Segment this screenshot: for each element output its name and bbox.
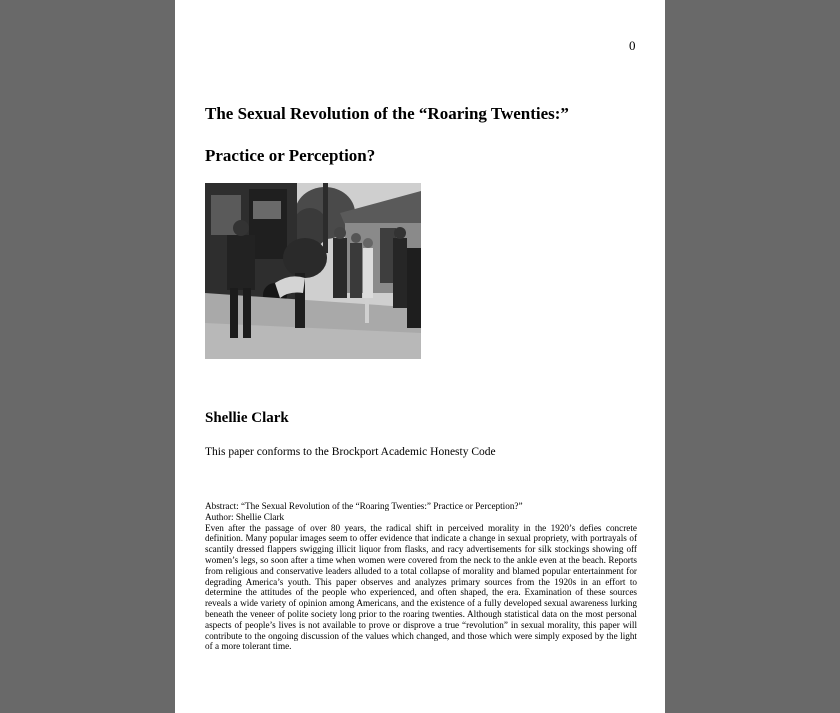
author-name: Shellie Clark (205, 410, 289, 426)
abstract-block (205, 501, 637, 652)
historical-photo (205, 183, 421, 359)
abstract-body: Even after the passage of over 80 years, the radical shift in perceived morality in the 1920’s defies concrete definition. Many popular images seem to offer evidence that indicate a change in sexual propriety, with portrayals of scantily dressed flappers swigging illicit liquor from flasks, and racy advertisements for silk stockings showing off women’s legs, so soon after a time when women were covered from the neck to the ankle even at the beach. Reports from religious and conservative leaders alluded to a total collapse of morality and blamed popular entertainment for degrading America’s youth. This paper observes and analyzes primary sources from the 1920s in an effort to determine the attitudes of the people who experienced, and often shaped, the era. Examination of these sources reveals a wide variety of opinion among Americans, and the existence of a fully developed sexual awareness lurking beneath the veneer of polite society long prior to the roaring twenties. Although statistical data on the most personal aspects of people’s lives is not available to prove or disprove a true “revolution” in sexual morality, this paper will contribute to the ongoing discussion of the values which changed, and those which were simply exposed by the light of a more tolerant time. (205, 522, 637, 652)
abstract-author: Author: Shellie Clark (205, 511, 285, 522)
honesty-statement: This paper conforms to the Brockport Academic Honesty Code (205, 446, 496, 458)
title-line-2: Practice or Perception? (205, 146, 376, 165)
page-number: 0 (629, 38, 636, 53)
abstract-heading: Abstract: “The Sexual Revolution of the “Roaring Twenties:” Practice or Perception?” (205, 501, 523, 511)
title-line-1: The Sexual Revolution of the “Roaring Twenties:” (205, 104, 569, 123)
